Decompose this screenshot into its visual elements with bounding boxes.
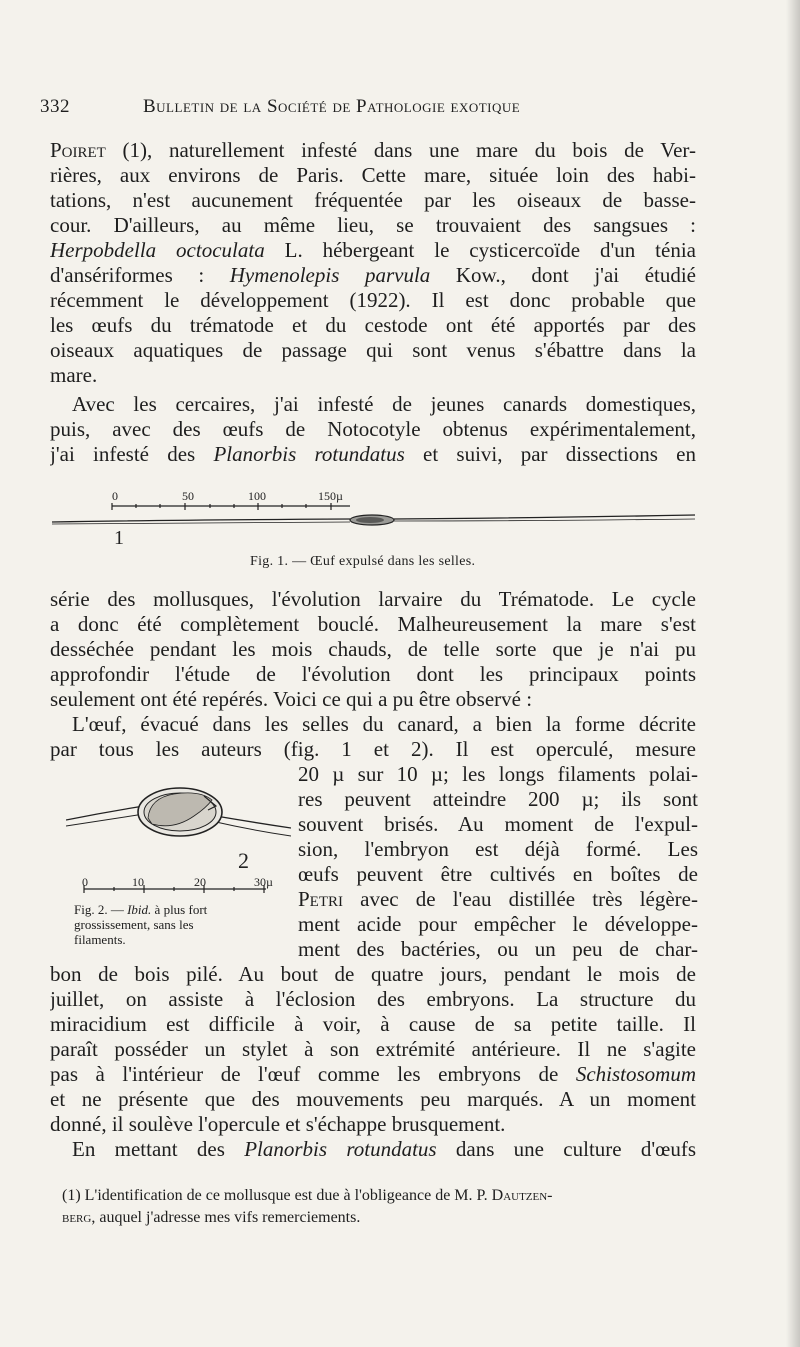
scale-label: 20 <box>194 875 206 889</box>
scale-label: 10 <box>132 875 144 889</box>
text-line: ment des bactéries, ou un peu de char- <box>298 937 698 961</box>
egg-with-filaments <box>52 515 695 525</box>
paragraph-3 <box>50 587 696 712</box>
species-name: Planorbis rotundatus <box>244 1137 437 1161</box>
text-line: paraît posséder un stylet à son extrémité antérieure. Il ne s'agite <box>50 1037 696 1061</box>
paragraph-2 <box>50 392 696 467</box>
text-line <box>50 138 696 163</box>
figure-number: 1 <box>114 527 124 549</box>
text-line: res peuvent atteindre 200 µ; ils sont <box>298 787 698 811</box>
text-line: et ne présente que des mouvements peu marqués. A un moment <box>50 1087 696 1111</box>
running-header <box>40 94 740 124</box>
footnote-line <box>62 1185 702 1207</box>
scale-label: 0 <box>82 875 88 889</box>
footnote-line <box>62 1207 702 1229</box>
egg-closeup <box>66 788 291 836</box>
footnote <box>62 1185 702 1229</box>
scale-label: 150µ <box>318 489 343 503</box>
text-line: tations, n'est aucunement fréquentée par les oiseaux de basse- <box>50 188 696 212</box>
text-span: (1) L'identification de ce mollusque est due à l'obligeance de M. P. <box>62 1187 492 1204</box>
text-line: juillet, on assiste à l'éclosion des embryons. La structure du <box>50 987 696 1011</box>
text-span: à plus fort <box>151 902 208 917</box>
author-name: Poiret <box>50 138 106 162</box>
caption-line: filaments. <box>74 932 126 947</box>
text-line <box>298 887 698 912</box>
text-line: seulement ont été repérés. Voici ce qui a pu être observé : <box>50 687 533 711</box>
figure-number: 2 <box>238 848 249 873</box>
text-line: desséchée pendant les mois chauds, de telle sorte que je n'ai pu <box>50 637 696 661</box>
text-span: Kow., dont j'ai étudié <box>430 263 696 287</box>
text-line: récemment le développement (1922). Il est donc probable que <box>50 288 696 312</box>
page-edge-shadow <box>786 0 800 1347</box>
figure-1 <box>50 486 700 576</box>
text-line <box>50 238 696 263</box>
text-line: Avec les cercaires, j'ai infesté de jeunes canards domestiques, <box>72 392 696 416</box>
text-line: par tous les auteurs (fig. 1 et 2). Il est operculé, mesure <box>50 737 696 761</box>
scale-label: 50 <box>182 489 194 503</box>
text-span: d'ansériformes : <box>50 263 230 287</box>
text-line: cour. D'ailleurs, au même lieu, se trouvaient des sangsues : <box>50 213 696 237</box>
text-span: , auquel j'adresse mes vifs remerciements. <box>91 1209 361 1226</box>
figure-1-drawing <box>50 486 700 556</box>
text-line: a donc été complètement bouclé. Malheureusement la mare s'est <box>50 612 696 636</box>
species-name: Planorbis rotundatus <box>213 442 405 466</box>
species-name: Hymenolepis parvula <box>229 263 431 287</box>
text-span: L. hébergeant le cysticercoïde d'un ténia <box>264 238 696 262</box>
figure-2-caption <box>74 902 284 947</box>
page-number: 332 <box>40 96 70 117</box>
scale-bar <box>84 885 266 893</box>
caption-line <box>74 902 284 917</box>
scale-label: 100 <box>248 489 266 503</box>
text-span: pas à l'intérieur de l'œuf comme les embryons de <box>50 1062 576 1086</box>
figure-1-caption: Fig. 1. — Œuf expulsé dans les selles. <box>250 554 476 569</box>
paragraph-5 <box>50 1137 696 1162</box>
text-line: mare. <box>50 363 98 387</box>
text-line: approfondir l'étude de l'évolution dont les principaux points <box>50 662 696 686</box>
text-line <box>50 442 696 467</box>
text-line: œufs peuvent être cultivés en boîtes de <box>298 862 698 886</box>
text-line: oiseaux aquatiques de passage qui sont venus s'ébattre dans la <box>50 338 696 362</box>
text-line: bon de bois pilé. Au bout de quatre jours, pendant le mois de <box>50 962 696 986</box>
paragraph-4-wrapped <box>298 762 698 962</box>
text-line <box>50 263 696 288</box>
text-span: Ibid. <box>127 902 152 917</box>
text-line: souvent brisés. Au moment de l'expul- <box>298 812 698 836</box>
text-line: rières, aux environs de Paris. Cette mare, située loin des habi- <box>50 163 696 187</box>
text-line: sion, l'embryon est déjà formé. Les <box>298 837 698 861</box>
text-line <box>50 1062 696 1087</box>
text-span: Dautzen- <box>491 1187 553 1204</box>
text-span: Fig. 2. — <box>74 902 128 917</box>
text-span: (1), naturellement infesté dans une mare du bois de Ver- <box>105 138 696 162</box>
text-span: Petri <box>298 887 344 911</box>
text-span: En mettant des <box>72 1137 245 1161</box>
text-line: 20 µ sur 10 µ; les longs filaments polai- <box>298 762 698 786</box>
scale-label: 30µ <box>254 875 273 889</box>
text-span: dans une culture d'œufs <box>436 1137 696 1161</box>
journal-title: Bulletin de la Société de Pathologie exotique <box>143 96 521 117</box>
caption-line: grossissement, sans les <box>74 917 194 932</box>
text-span: berg <box>62 1209 92 1226</box>
text-span: j'ai infesté des <box>50 442 214 466</box>
text-span: avec de l'eau distillée très légère- <box>343 887 698 911</box>
text-line <box>50 1137 696 1162</box>
text-line: puis, avec des œufs de Notocotyle obtenus expérimentalement, <box>50 417 696 441</box>
species-name: Herpobdella octoculata <box>50 238 265 262</box>
text-line: L'œuf, évacué dans les selles du canard, a bien la forme décrite <box>72 712 696 736</box>
paragraph-4-start <box>50 712 696 762</box>
text-span: et suivi, par dissections en <box>404 442 696 466</box>
text-line: les œufs du trématode et du cestode ont été apportés par des <box>50 313 696 337</box>
figure-2-drawing <box>66 760 291 895</box>
scale-bar <box>112 503 350 510</box>
paragraph-1 <box>50 138 696 388</box>
scale-label: 0 <box>112 489 118 503</box>
text-line: série des mollusques, l'évolution larvaire du Trématode. Le cycle <box>50 587 696 611</box>
text-line: donné, il soulève l'opercule et s'échappe brusquement. <box>50 1112 506 1136</box>
text-line: miracidium est difficile à voir, à cause de sa petite taille. Il <box>50 1012 696 1036</box>
species-name: Schistosomum <box>575 1062 696 1086</box>
text-line: ment acide pour empêcher le développe- <box>298 912 698 936</box>
paragraph-4-end <box>50 962 696 1137</box>
